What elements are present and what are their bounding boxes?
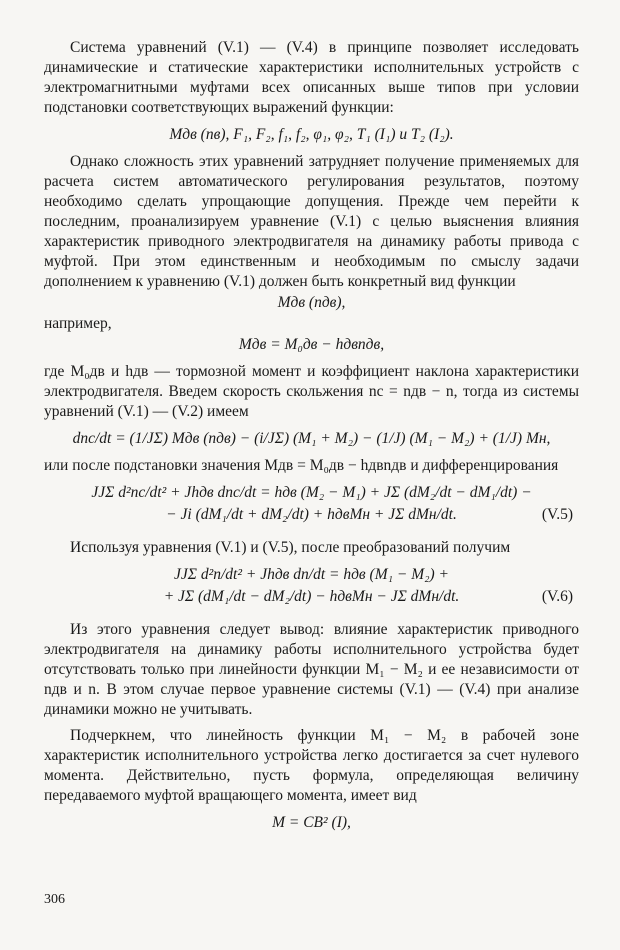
equation-mdv-func-text: Mдв (nдв), [277,294,346,311]
paragraph-4: где M₀дв и hдв — тормозной момент и коэффициент наклона характеристики электродвигателя. Введем скорость скольжения nс = nдв − n, тогда из системы уравнений (V.1) — (V.2) имеем [44,363,579,420]
equation-functions-text: Mдв (nв), F₁, F₂, f₁, f₂, φ₁, φ₂, T₁ (I₁) и T₂ (I₂). [169,126,454,143]
paragraph-8: Подчеркнем, что линейность функции M₁ − M₂ в рабочей зоне характеристик исполнительного устройства легко достигается за счет нулевого момента. Действительно, пусть формула, определяющая величину передаваемого муфтой вращающего момента, имеет вид [44,727,579,804]
page-number: 306 [44,892,65,907]
equation-m-formula-text: M = CB² (I), [272,814,351,831]
equation-m-formula [44,812,579,834]
paragraph-7: Из этого уравнения следует вывод: влияние характеристик приводного электродвигателя на динамику работы исполнительного устройства будет отсутствовать только при линейности функции M₁ − M₂ и ее независимости от nдв и n. В этом случае первое уравнение системы (V.1) — (V.4) при анализе динамики можно не учитывать. [44,621,579,718]
equation-dnc-dt [44,428,579,450]
paragraph-5: или после подстановки значения Mдв = M₀дв − hдвnдв и дифференцирования [44,457,559,474]
equation-mdv-linear-text: Mдв = M₀дв − hдвnдв, [238,336,385,353]
equation-v6-line2-text: + JΣ (dM₁/dt − dM₂/dt) − hдвMн − JΣ dMн/dt. [163,588,460,605]
equation-v5-line2 [44,504,579,526]
paragraph-3: например, [44,315,112,332]
equation-v6-line2 [44,586,579,608]
equation-number-v5: (V.5) [541,506,573,523]
equation-v6-line1-text: JJΣ d²n/dt² + Jhдв dn/dt = hдв (M₁ − M₂) + [173,566,450,583]
equation-v6-line1 [44,564,579,586]
equation-v5-line1-text: JJΣ d²nс/dt² + Jhдв dnс/dt = hдв (M₂ − M₁) + JΣ (dM₂/dt − dM₁/dt) − [91,484,532,501]
page-body [44,38,579,834]
paragraph-6: Используя уравнения (V.1) и (V.5), после преобразований получим [70,539,511,556]
paragraph-2: Однако сложность этих уравнений затрудняет получение применяемых для расчета систем автоматического регулирования результатов, поэтому необходимо сделать упрощающие допущения. Прежде чем перейти к последним, проанализируем уравнение (V.1) с целью выяснения влияния характеристик приводного электродвигателя на динамику работы привода с муфтой. При этом единственным и необходимым по смыслу задачи дополнением к уравнению (V.1) должен быть конкретный вид функции [44,153,579,290]
paragraph-1: Система уравнений (V.1) — (V.4) в принципе позволяет исследовать динамические и статические характеристики исполнительных устройств с электромагнитными муфтами всех описанных выше типов при условии подстановки соответствующих выражений функции: [44,39,579,116]
equation-v5-line2-text: − Ji (dM₁/dt + dM₂/dt) + hдвMн + JΣ dMн/dt. [166,506,457,523]
equation-number-v6: (V.6) [541,588,573,605]
equation-mdv-linear [44,334,579,356]
equation-mdv-func [44,292,579,314]
equation-v5-line1 [44,482,579,504]
equation-functions [44,124,579,146]
equation-dnc-dt-text: dnс/dt = (1/JΣ) Mдв (nдв) − (i/JΣ) (M₁ + M₂) − (1/J) (M₁ − M₂) + (1/J) Mн, [72,430,551,447]
